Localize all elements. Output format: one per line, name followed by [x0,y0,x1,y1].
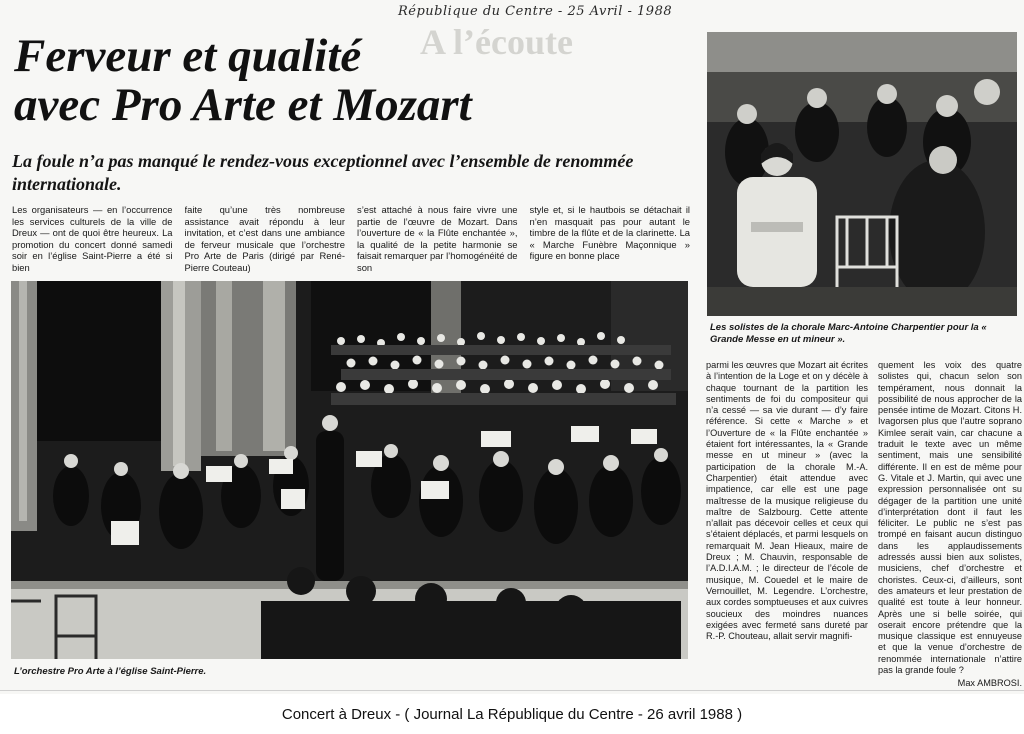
bleed-through-text: A l’écoute [420,22,573,62]
soloists-photo-caption: Les solistes de la chorale Marc-Antoine Charpentier pour la « Grande Messe en ut mineur ». [710,322,987,345]
continuation-column-2-text: quement les voix des quatre solistes qui, chacun selon son tempérament, nous donnait la possibilité de nous approcher de la pensée intime de Mozart. Citons H. Ivagorsen plus que l’autre soprano Kimlee serait vain, car chacune a traduit le texte avec un même sentiment, mais une sensibilité différente. Il en est de même pour G. Vitale et J. Martin, qui avec une expression personnalisée ont su dégager de la partition une unité d’interprétation dont il faut les féliciter. Le public ne s’est pas trompé en faisant aucun distinguo dans les applaudissements adressés aussi bien aux solistes, musiciens, chef d’orchestre et choristes. Ceux-ci, d’ailleurs, sont des amateurs et leur prestation de qualité est toute à leur honneur. Après une si belle soirée, qui oserait encore prétendre que la musique classique est ennuyeuse et que la venue d’orchestre de renommée internationale n’attire pas la grande foule ? [878,360,1022,676]
footer-caption-text: Concert à Dreux - ( Journal La République du Centre - 26 avril 1988 ) [281,705,743,723]
orchestra-photo-caption: L’orchestre Pro Arte à l’église Saint-Pierre. [14,666,207,677]
intro-column-4: style et, si le hautbois se détachait il n’en masquait pas pour autant le timbre de la flûte et de la clarinette. La « Marche Funèbre Maçonnique » figure en bonne place [529,204,690,262]
soloists-photo-image [707,32,1017,316]
handwritten-note: République du Centre - 25 Avril - 1988 [398,4,673,19]
soloists-photo [707,32,1017,316]
intro-column-2: faite qu’une très nombreuse assistance avait répondu à leur invitation, et c’est dans une ambiance de ferveur musicale que l’orchestre Pro Arte de Paris (dirigé par René-Pierre Couteau) [184,204,345,273]
continuation-column-2 [878,360,1022,704]
intro-column-1: Les organisateurs — en l’occurrence les services culturels de la ville de Dreux — ont de quoi être heureux. La promotion du concert donné samedi soir en l’église Saint-Pierre a été si bien [12,204,173,273]
continuation-column-1: parmi les œuvres que Mozart ait écrites à l’intention de la Loge et on y décèle à chaque tournant de la partition les sentiments de foi du compositeur qui n’a cessé — sa vie durant — d’y faire référence. Si cette « Marche » et l’Ouverture de « la Flûte enchantée » étaient fort intéressantes, la « Grande messe en ut mineur » (avec la participation de la chorale M.-A. Charpentier) était attendue avec impatience, car elle est une page maîtresse de la musique religieuse du maître de Salzbourg. Cette attente n’allait pas décevoir celles et ceux qui s’étaient déplacés, et parmi lesquels on remarquait M. Jean Hieaux, maire de Dreux ; M. Chauvin, responsable de l’A.D.I.A.M. ; le directeur de l’école de musique, M. Couedel et le maire de Vernouillet, M. Legendre. L’orchestre, aux cordes somptueuses et aux cuivres soucieux des moindres nuances exigées avec fermeté sans dureté par R.-P. Chouteau, allait servir magnifi- [706,360,868,642]
headline-line-2: avec Pro Arte et Mozart [14,79,472,131]
intro-columns [12,204,690,278]
orchestra-photo-image [11,281,688,659]
footer-divider [0,690,1024,691]
author-signature: Max AMBROSI. [957,678,1022,689]
footer-caption [0,694,1024,734]
headline-line-1: Ferveur et qualité [14,30,362,82]
continuation-columns [706,360,1022,704]
article-subhead: La foule n’a pas manqué le rendez-vous exceptionnel avec l’ensemble de renommée internationale. [12,151,634,194]
intro-column-3: s’est attaché à nous faire vivre une partie de l’œuvre de Mozart. Dans l’ouverture de « la Flûte enchantée », la qualité de la petite harmonie se faisait remarquer par l’homogénéité de son [357,204,518,273]
article-headline [14,32,704,130]
orchestra-photo [11,281,688,659]
